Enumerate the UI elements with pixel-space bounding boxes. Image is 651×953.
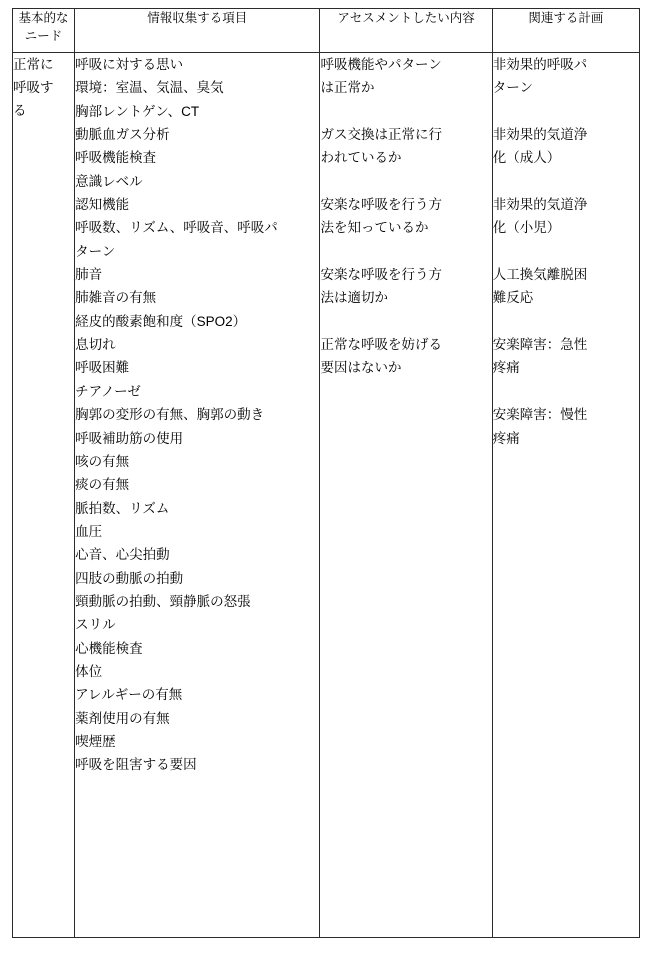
item-line: 頸動脈の拍動、頸静脈の怒張 — [75, 593, 251, 609]
item-line: 動脈血ガス分析 — [75, 127, 170, 143]
plan-item — [493, 403, 639, 450]
item-line: 経皮的酸素飽和度（SPO2） — [75, 313, 247, 329]
plan-line: ターン — [492, 80, 533, 96]
plan-item — [493, 123, 639, 170]
plan-line: 疼痛 — [492, 430, 520, 446]
plan-line: 安楽障害：慢性 — [492, 407, 588, 423]
table-header — [13, 9, 640, 53]
item-line: 薬剤使用の有無 — [75, 710, 170, 726]
cell-basic-need — [13, 53, 75, 938]
plan-line: 非効果的呼吸パ — [492, 57, 588, 72]
plan-line: 安楽障害：急性 — [492, 337, 588, 353]
plan-line: 化（小児） — [492, 220, 561, 236]
cell-collected-items — [75, 53, 320, 938]
assessment-item — [320, 53, 491, 100]
header-basic-need-line-2: ニード — [24, 29, 63, 44]
plan-line: 非効果的気道浄 — [492, 127, 588, 143]
assessment-line: 安楽な呼吸を行う方 — [320, 197, 442, 213]
assessment-item — [320, 193, 491, 240]
item-line: 呼吸困難 — [75, 360, 130, 376]
item-line: 胸郭の変形の有無、胸郭の動き — [75, 407, 265, 423]
need-line: る — [13, 103, 27, 119]
header-related-plan: 関連する計画 — [492, 9, 639, 53]
cell-related-plan — [492, 53, 639, 938]
assessment-line: 安楽な呼吸を行う方 — [320, 267, 442, 283]
assessment-line: は正常か — [320, 80, 375, 96]
plan-item — [493, 53, 639, 100]
need-line: 呼吸す — [13, 80, 54, 96]
assessment-line: われているか — [320, 150, 402, 166]
assessment-item — [320, 333, 491, 380]
item-line: 意識レベル — [75, 173, 143, 189]
item-line: 血圧 — [75, 523, 103, 539]
assessment-table — [12, 8, 640, 938]
assessment-line: 呼吸機能やパターン — [320, 57, 442, 72]
item-line: 呼吸を阻害する要因 — [75, 757, 197, 773]
assessment-item — [320, 263, 491, 310]
item-line: スリル — [75, 617, 116, 633]
item-line: 認知機能 — [75, 197, 130, 213]
item-line: 呼吸数、リズム、呼吸音、呼吸パ — [75, 220, 278, 236]
plan-item — [493, 263, 639, 310]
assessment-line: 正常な呼吸を妨げる — [320, 337, 442, 353]
table-body — [13, 53, 640, 938]
header-basic-need-line-1: 基本的な — [18, 11, 69, 25]
plan-line: 難反応 — [492, 290, 534, 306]
item-line: 呼吸補助筋の使用 — [75, 430, 184, 446]
header-assessment-content: アセスメントしたい内容 — [320, 9, 492, 53]
item-line: 肺雑音の有無 — [75, 290, 157, 306]
item-line: 肺音 — [75, 267, 103, 283]
plan-line: 非効果的気道浄 — [492, 197, 588, 213]
item-line: 体位 — [75, 663, 103, 679]
assessment-line: 要因はないか — [320, 360, 402, 376]
item-line: 咳の有無 — [75, 453, 130, 469]
item-line: 環境：室温、気温、臭気 — [75, 80, 224, 96]
header-basic-need — [13, 9, 75, 53]
plan-line: 人工換気離脱困 — [492, 267, 588, 283]
item-line: アレルギーの有無 — [75, 687, 183, 703]
item-line: 呼吸機能検査 — [75, 150, 157, 166]
item-line: 喫煙歴 — [75, 733, 116, 749]
assessment-line: 法は適切か — [320, 290, 388, 306]
assessment-line: ガス交換は正常に行 — [320, 127, 442, 143]
plan-item — [493, 193, 639, 240]
table-row — [13, 53, 640, 938]
plan-line: 疼痛 — [492, 360, 520, 376]
need-line: 正常に — [13, 57, 54, 72]
cell-assessment-content — [320, 53, 492, 938]
plan-line: 化（成人） — [492, 150, 561, 166]
item-line: 心音、心尖拍動 — [75, 547, 170, 563]
item-line: 脈拍数、リズム — [75, 500, 170, 516]
plan-item — [493, 333, 639, 380]
item-line: 心機能検査 — [75, 640, 143, 656]
item-line: 四肢の動脈の拍動 — [75, 570, 184, 586]
assessment-item — [320, 123, 491, 170]
item-line: ターン — [75, 243, 116, 259]
item-line: 息切れ — [75, 337, 116, 353]
header-row — [13, 9, 640, 53]
item-line: 呼吸に対する思い — [75, 57, 184, 72]
header-collected-items: 情報収集する項目 — [75, 9, 320, 53]
item-line: 痰の有無 — [75, 477, 130, 493]
item-line: チアノーゼ — [75, 383, 141, 399]
item-line: 胸部レントゲン、CT — [75, 103, 200, 119]
assessment-line: 法を知っているか — [320, 220, 429, 236]
